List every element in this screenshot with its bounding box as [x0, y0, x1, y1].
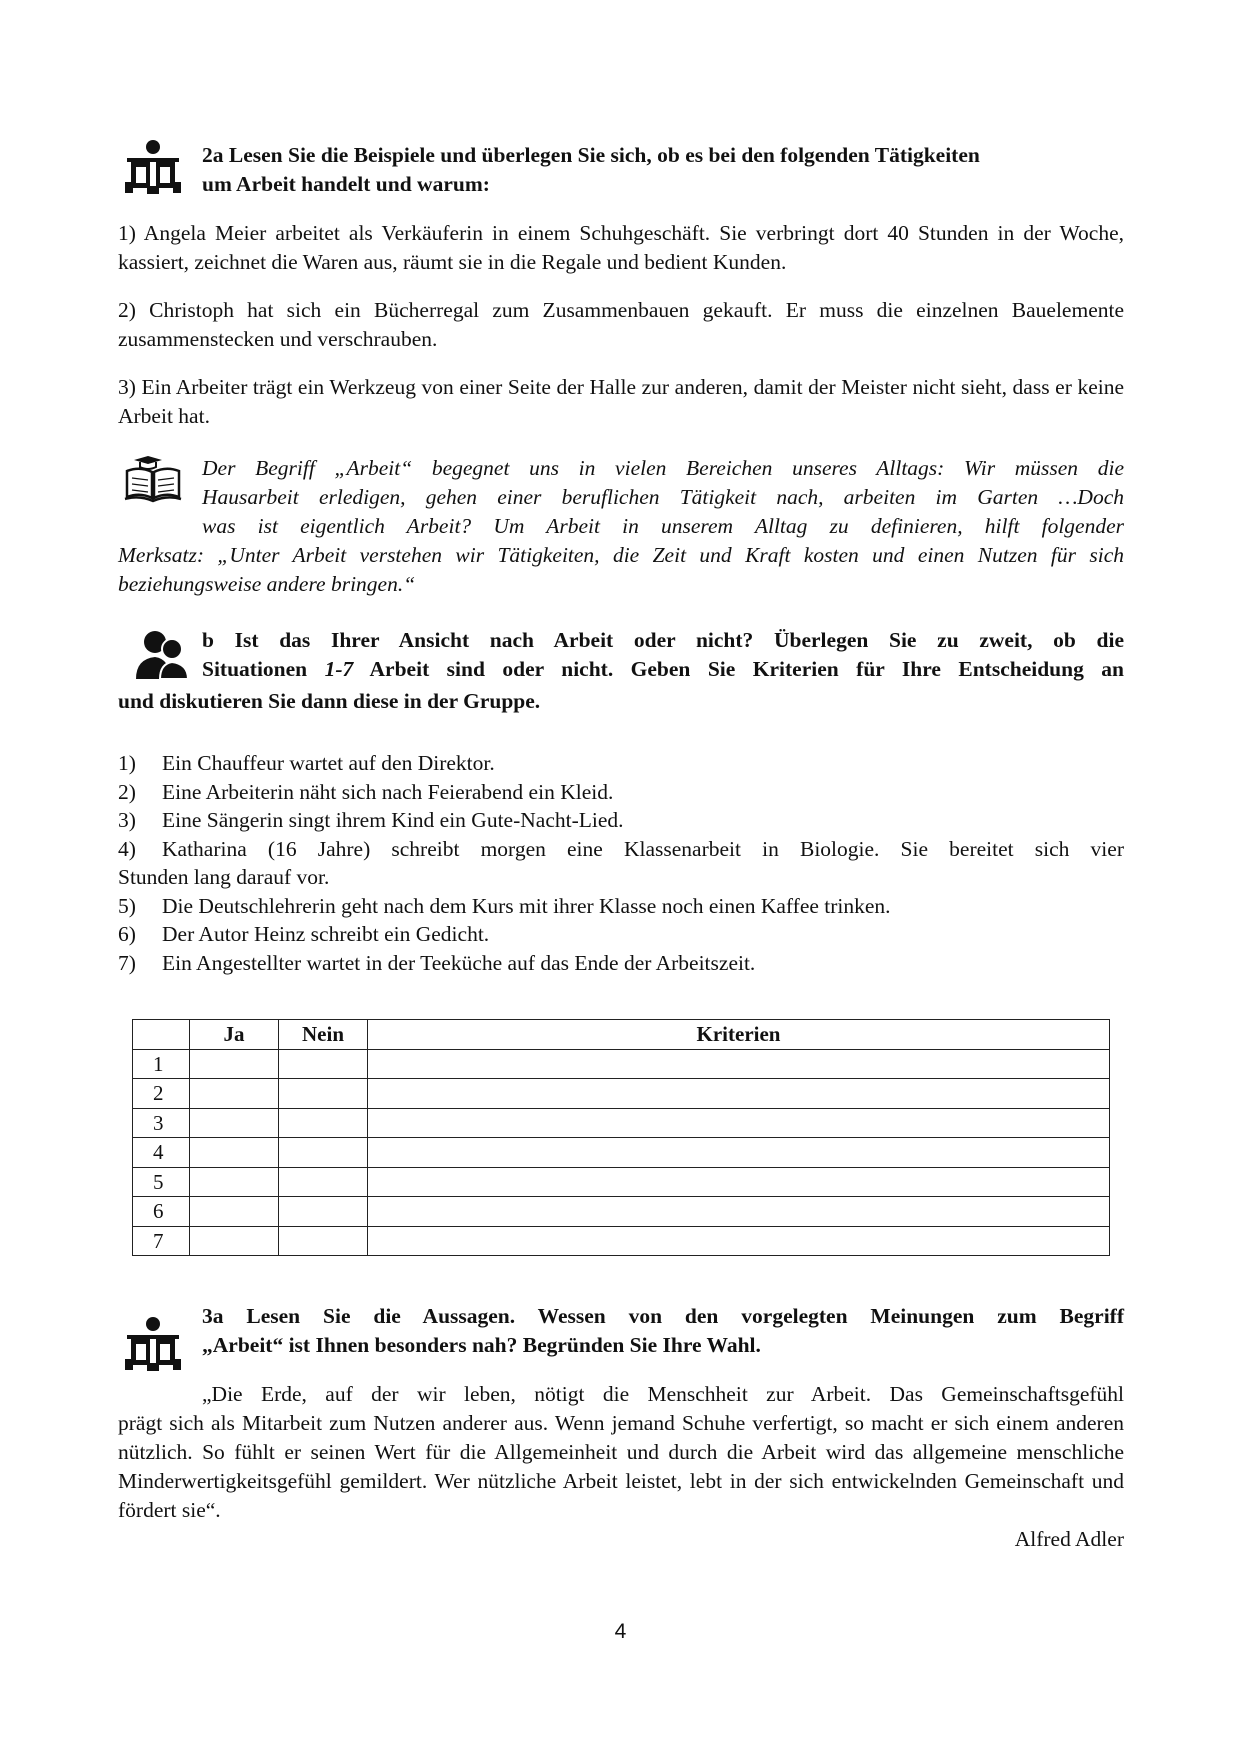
table-row — [133, 1226, 1110, 1256]
open-book-icon — [124, 454, 182, 504]
situation-item — [118, 749, 1124, 778]
situation-number: 6) — [118, 922, 136, 946]
situation-text-continued: Stunden lang darauf vor. — [118, 865, 330, 889]
task-2b-line-2-start: Situationen — [202, 657, 325, 681]
pair-work-icon — [134, 629, 190, 681]
situation-number: 7) — [118, 950, 136, 975]
kriterien-cell[interactable] — [368, 1138, 1110, 1168]
row-number: 3 — [133, 1108, 190, 1138]
task-2a-heading-line-2: um Arbeit handelt und warum: — [202, 172, 490, 196]
ja-cell[interactable] — [190, 1226, 279, 1256]
kriterien-cell[interactable] — [368, 1167, 1110, 1197]
situation-number: 2) — [118, 779, 136, 804]
example-2: 2) Christoph hat sich ein Bücherregal zum Zusammenbauen gekauft. Er muss die einzelnen Bauelemente zusammenstecken und verschrauben. — [118, 298, 1124, 351]
info-line-1: Der Begriff „Arbeit“ begegnet uns in vielen Bereichen unseres Alltags: Wir müssen die — [202, 456, 1124, 480]
row-number: 5 — [133, 1167, 190, 1197]
info-line-2: Hausarbeit erledigen, gehen einer beruflichen Tätigkeit nach, arbeiten im Garten …Doch — [202, 485, 1124, 509]
situation-item — [118, 920, 1124, 949]
info-line-3: was ist eigentlich Arbeit? Um Arbeit in unserem Alltag zu definieren, hilft folgender — [202, 514, 1124, 538]
header-nein: Nein — [279, 1020, 368, 1050]
situation-text: Eine Arbeiterin näht sich nach Feierabend ein Kleid. — [162, 779, 614, 804]
table-row — [133, 1167, 1110, 1197]
ja-cell[interactable] — [190, 1049, 279, 1079]
situation-item — [118, 806, 1124, 835]
situation-number: 1) — [118, 751, 136, 775]
header-number — [133, 1020, 190, 1050]
ja-cell[interactable] — [190, 1138, 279, 1168]
situation-number: 4) — [118, 836, 136, 861]
quote-first-line: „Die Erde, auf der wir leben, nötigt die Menschheit zur Arbeit. Das Gemeinschaftsgefühl — [202, 1382, 1124, 1406]
table-row — [133, 1079, 1110, 1109]
situation-list — [118, 749, 1124, 977]
task-2b-line-3: und diskutieren Sie dann diese in der Gruppe. — [118, 689, 541, 713]
kriterien-cell[interactable] — [368, 1049, 1110, 1079]
ja-cell[interactable] — [190, 1108, 279, 1138]
nein-cell[interactable] — [279, 1108, 368, 1138]
situation-number: 5) — [118, 893, 136, 918]
task-2a-heading — [202, 141, 1124, 199]
quote-body: prägt sich als Mitarbeit zum Nutzen anderer aus. Wenn jemand Schuhe verfertigt, so macht er sich einem anderen nützlich. So fühlt er seinen Wert für die Allgemeinheit und durch die Arbeit wird das allgemeine menschliche Minderwertigkeitsgefühl gemildert. Wer nützliche Arbeit leistet, lebt in der sich entwickelnden Gemeinschaft und fördert sie“. — [118, 1411, 1124, 1522]
row-number: 2 — [133, 1079, 190, 1109]
situation-item — [118, 835, 1124, 864]
situation-text: Die Deutschlehrerin geht nach dem Kurs mit ihrer Klasse noch einen Kaffee trinken. — [162, 893, 891, 918]
page-number: 4 — [614, 1620, 627, 1643]
kriterien-cell[interactable] — [368, 1197, 1110, 1227]
info-box-first-lines — [202, 454, 1124, 541]
situation-item — [118, 892, 1124, 921]
row-number: 6 — [133, 1197, 190, 1227]
task-2b-line-2 — [202, 655, 1124, 684]
row-number: 7 — [133, 1226, 190, 1256]
kriterien-cell[interactable] — [368, 1079, 1110, 1109]
example-3: 3) Ein Arbeiter trägt ein Werkzeug von einer Seite der Halle zur anderen, damit der Meister nicht sieht, dass er keine Arbeit hat. — [118, 375, 1124, 428]
table-row — [133, 1197, 1110, 1227]
row-number: 4 — [133, 1138, 190, 1168]
nein-cell[interactable] — [279, 1197, 368, 1227]
table-row — [133, 1138, 1110, 1168]
situation-text: Ein Angestellter wartet in der Teeküche auf das Ende der Arbeitszeit. — [162, 950, 756, 975]
quote-author: Alfred Adler — [1014, 1527, 1124, 1551]
situation-item — [118, 949, 1124, 978]
criteria-table — [132, 1019, 1110, 1256]
ja-cell[interactable] — [190, 1197, 279, 1227]
situation-item — [118, 778, 1124, 807]
table-header-row — [133, 1020, 1110, 1050]
nein-cell[interactable] — [279, 1049, 368, 1079]
situation-text: Der Autor Heinz schreibt ein Gedicht. — [162, 922, 490, 946]
header-ja: Ja — [190, 1020, 279, 1050]
table-row — [133, 1049, 1110, 1079]
task-2b-line-1: b Ist das Ihrer Ansicht nach Arbeit oder nicht? Überlegen Sie zu zweit, ob die — [202, 628, 1124, 652]
info-box-merksatz: Merksatz: „Unter Arbeit verstehen wir Tätigkeiten, die Zeit und Kraft kosten und einen Nutzen für sich beziehungsweise andere bringen.“ — [118, 543, 1124, 596]
kriterien-cell[interactable] — [368, 1108, 1110, 1138]
reading-person-icon — [123, 1315, 183, 1373]
row-number: 1 — [133, 1049, 190, 1079]
task-2b-line-2-end: Arbeit sind oder nicht. Geben Sie Kriterien für Ihre Entscheidung an — [353, 657, 1124, 681]
situation-range: 1-7 — [324, 657, 354, 681]
nein-cell[interactable] — [279, 1079, 368, 1109]
situation-text: Katharina (16 Jahre) schreibt morgen eine Klassenarbeit in Biologie. Sie bereitet sich vier — [162, 836, 1124, 861]
situation-text: Ein Chauffeur wartet auf den Direktor. — [162, 751, 495, 775]
situation-text: Eine Sängerin singt ihrem Kind ein Gute-Nacht-Lied. — [162, 808, 624, 832]
table-row — [133, 1108, 1110, 1138]
task-2a-heading-line-1: 2a Lesen Sie die Beispiele und überlegen Sie sich, ob es bei den folgenden Tätigkeiten — [202, 143, 980, 167]
ja-cell[interactable] — [190, 1167, 279, 1197]
task-3a-heading-line-1: 3a Lesen Sie die Aussagen. Wessen von den vorgelegten Meinungen zum Begriff — [202, 1304, 1124, 1328]
situation-number: 3) — [118, 808, 136, 832]
nein-cell[interactable] — [279, 1226, 368, 1256]
task-2b-heading-first-lines — [202, 626, 1124, 684]
ja-cell[interactable] — [190, 1079, 279, 1109]
kriterien-cell[interactable] — [368, 1226, 1110, 1256]
reading-person-icon — [123, 138, 183, 196]
example-1: 1) Angela Meier arbeitet als Verkäuferin in einem Schuhgeschäft. Sie verbringt dort 40 Stunden in der Woche, kassiert, zeichnet die Waren aus, räumt sie in die Regale und bedient Kunden. — [118, 221, 1124, 274]
nein-cell[interactable] — [279, 1167, 368, 1197]
nein-cell[interactable] — [279, 1138, 368, 1168]
header-kriterien: Kriterien — [368, 1020, 1110, 1050]
task-3a-heading-line-2: „Arbeit“ ist Ihnen besonders nah? Begründen Sie Ihre Wahl. — [202, 1333, 761, 1357]
task-3a-heading — [202, 1302, 1124, 1360]
